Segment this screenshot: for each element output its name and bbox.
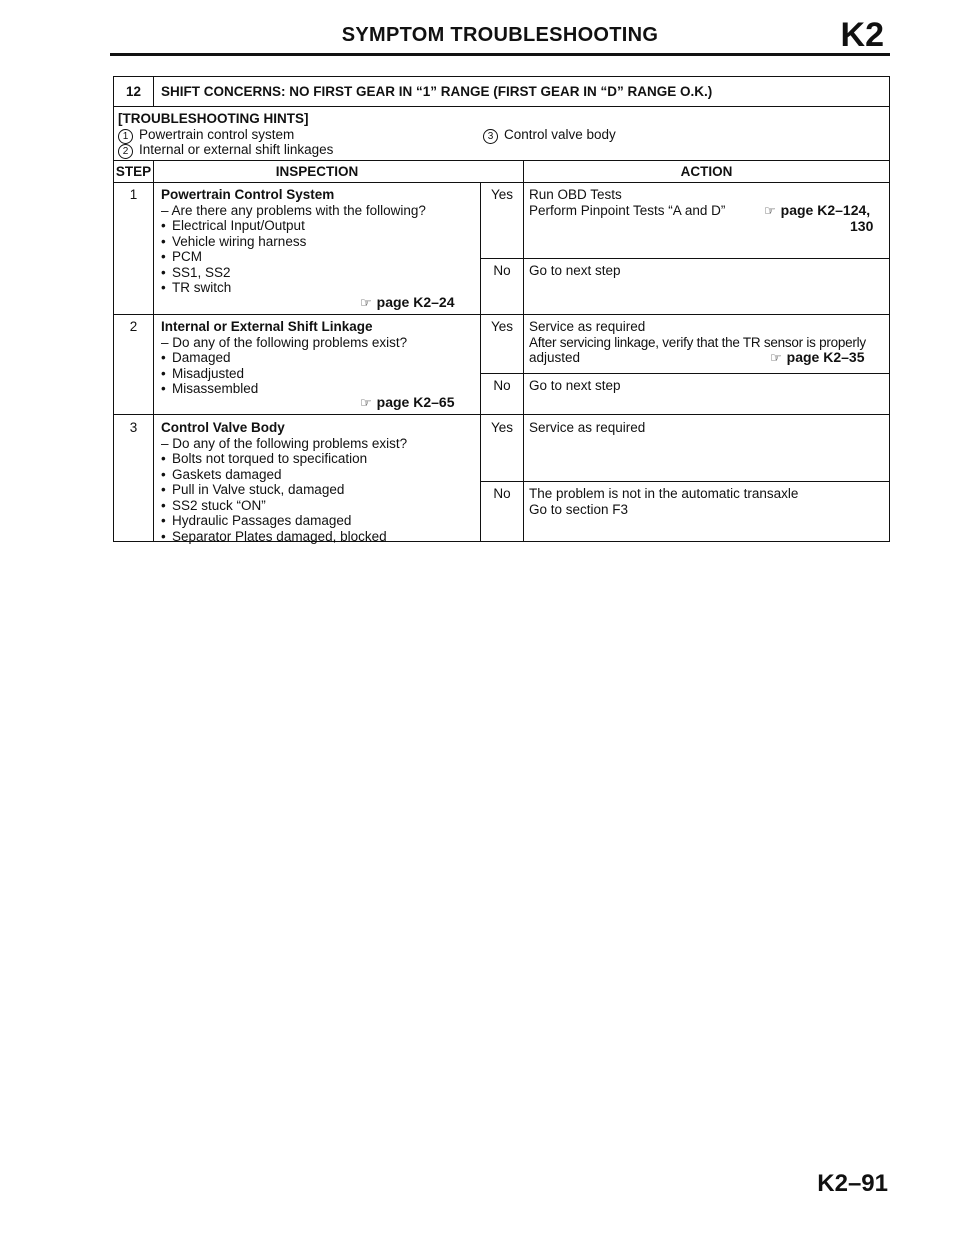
page-reference [770, 350, 864, 366]
step-title: Powertrain Control System [161, 187, 335, 202]
inspection-cell [161, 187, 476, 296]
list-item: • Electrical Input/Output [161, 218, 476, 234]
hints-heading: [TROUBLESHOOTING HINTS] [118, 111, 309, 126]
list-item: • Damaged [161, 350, 476, 366]
yes-label: Yes [490, 420, 514, 435]
divider [523, 160, 524, 541]
divider [153, 160, 154, 541]
yes-label: Yes [490, 319, 514, 334]
section-code: K2 [840, 16, 884, 54]
no-action: Go to next step [529, 263, 621, 278]
list-item: • SS2 stuck “ON” [161, 498, 476, 514]
action-line: Run OBD Tests [529, 187, 622, 202]
page-reference-text: page K2–24 [376, 294, 455, 310]
list-item: • TR switch [161, 280, 476, 296]
list-item: • Gaskets damaged [161, 467, 476, 483]
inspection-cell [161, 420, 476, 544]
step-number: 2 [129, 319, 138, 334]
yes-action: Service as required [529, 420, 646, 435]
list-item: • Bolts not torqued to specification [161, 451, 476, 467]
divider [114, 182, 889, 183]
yes-label: Yes [490, 187, 514, 202]
page-reference [360, 295, 454, 311]
inspection-cell [161, 319, 476, 397]
action-line: Perform Pinpoint Tests “A and D” [529, 202, 726, 218]
action-line: Go to section F3 [529, 501, 629, 517]
concern-number: 12 [125, 84, 142, 99]
action-line: After servicing linkage, verify that the TR sensor is properly [529, 334, 866, 350]
step-question: – Do any of the following problems exist? [161, 435, 408, 451]
hint-item [483, 127, 616, 144]
inspection-list [161, 350, 476, 397]
list-item: • Misassembled [161, 381, 476, 397]
no-label: No [493, 378, 511, 393]
header-action: ACTION [680, 164, 733, 179]
reference-pointer-icon: ☞ [360, 395, 372, 410]
reference-pointer-icon: ☞ [360, 295, 372, 310]
reference-pointer-icon: ☞ [764, 203, 776, 218]
header-rule [110, 53, 890, 56]
page-number: K2–91 [817, 1170, 888, 1197]
hint-item [118, 142, 333, 159]
divider [480, 373, 889, 374]
list-item: • Hydraulic Passages damaged [161, 513, 476, 529]
reference-pointer-icon: ☞ [770, 350, 782, 365]
list-item: • Vehicle wiring harness [161, 234, 476, 250]
step-question: – Do any of the following problems exist? [161, 334, 408, 350]
divider [114, 160, 889, 161]
page-reference [360, 395, 454, 411]
divider [480, 481, 889, 482]
list-item: • Misadjusted [161, 366, 476, 382]
step-question: – Are there any problems with the following? [161, 202, 426, 218]
no-action [529, 486, 798, 517]
divider [153, 77, 154, 106]
step-title: Control Valve Body [161, 420, 285, 435]
divider [114, 314, 889, 315]
page-reference-continued: 130 [850, 218, 874, 234]
hint-text: Internal or external shift linkages [139, 142, 334, 157]
list-item: • PCM [161, 249, 476, 265]
page-reference-text: page K2–35 [786, 349, 865, 365]
troubleshooting-table [113, 76, 890, 542]
step-number: 1 [129, 187, 138, 202]
hint-number: 3 [483, 129, 498, 144]
page-header [110, 18, 890, 54]
no-label: No [493, 486, 511, 501]
page-reference [764, 203, 870, 219]
list-item: • Separator Plates damaged, blocked [161, 529, 476, 545]
divider [114, 106, 889, 107]
no-action: Go to next step [529, 378, 621, 393]
step-title: Internal or External Shift Linkage [161, 319, 373, 334]
hint-text: Control valve body [504, 127, 616, 142]
inspection-list [161, 218, 476, 296]
step-number: 3 [129, 420, 138, 435]
page-title: SYMPTOM TROUBLESHOOTING [341, 24, 659, 46]
hint-number: 1 [118, 129, 133, 144]
action-line: The problem is not in the automatic transaxle [529, 486, 799, 501]
divider [480, 258, 889, 259]
header-step: STEP [115, 164, 152, 179]
list-item: • Pull in Valve stuck, damaged [161, 482, 476, 498]
hint-text: Powertrain control system [139, 127, 295, 142]
list-item: • SS1, SS2 [161, 265, 476, 281]
divider [114, 414, 889, 415]
no-label: No [493, 263, 511, 278]
concern-title: SHIFT CONCERNS: NO FIRST GEAR IN “1” RANGE (FIRST GEAR IN “D” RANGE O.K.) [161, 84, 713, 99]
page-reference-text: page K2–65 [376, 394, 455, 410]
hint-number: 2 [118, 144, 133, 159]
inspection-list [161, 451, 476, 544]
action-line: adjusted [529, 350, 581, 365]
header-inspection: INSPECTION [275, 164, 359, 179]
action-line: Service as required [529, 319, 646, 334]
page-reference-text: page K2–124, [780, 202, 871, 218]
